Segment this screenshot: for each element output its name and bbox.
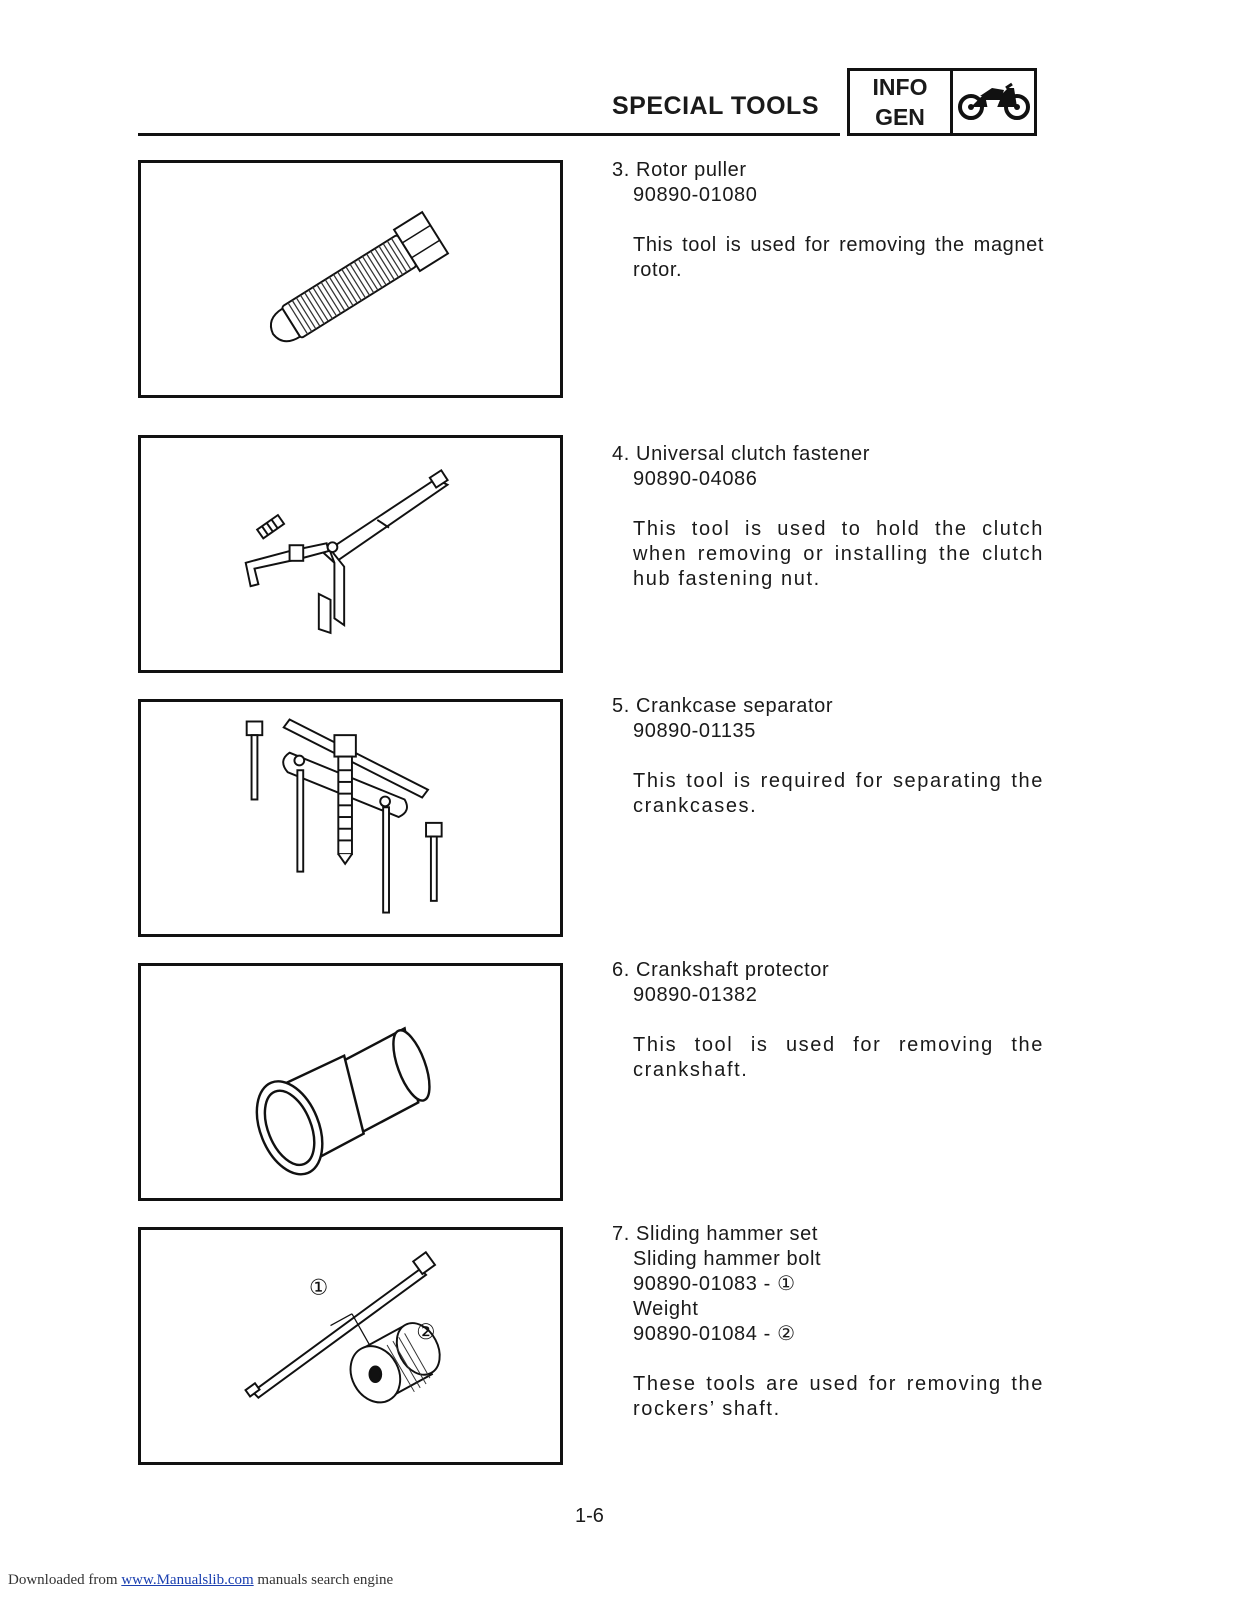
tool-sub-part-bolt: 90890-01083 - ①	[633, 1273, 796, 1295]
tool-usage-text: This tool is required for separating the crankcases.	[633, 770, 1044, 817]
tool-usage-text: This tool is used to hold the clutch when removing or installing the clutch hub fastening nut.	[633, 518, 1044, 590]
sliding-hammer-set-drawing	[141, 1230, 560, 1462]
tool-description-sliding-hammer-set	[612, 1222, 1044, 1422]
tool-illustration-crankshaft-protector	[138, 963, 563, 1201]
tool-sub-name-weight: Weight	[633, 1298, 699, 1320]
tool-heading: 6. Crankshaft protector	[612, 959, 830, 981]
tool-usage-text: This tool is used for removing the magnet rotor.	[633, 234, 1044, 281]
manualslib-link[interactable]: www.Manualslib.com	[121, 1572, 254, 1588]
badge-icon-cell	[953, 71, 1034, 133]
tool-part-number: 90890-01080	[633, 184, 758, 206]
footer-prefix: Downloaded from	[8, 1572, 118, 1588]
motorcycle-icon	[956, 82, 1032, 122]
page-number: 1-6	[575, 1505, 604, 1527]
tool-description-crankshaft-protector	[612, 958, 1044, 1083]
tool-sub-part-weight: 90890-01084 - ②	[633, 1323, 796, 1345]
tool-sub-name-bolt: Sliding hammer bolt	[633, 1248, 822, 1270]
tool-description-crankcase-separator	[612, 694, 1044, 819]
universal-clutch-fastener-drawing	[141, 438, 560, 670]
tool-illustration-universal-clutch-fastener	[138, 435, 563, 673]
callout-1: ①	[309, 1275, 329, 1301]
tool-part-number: 90890-01382	[633, 984, 758, 1006]
tool-description-universal-clutch-fastener	[612, 442, 1044, 592]
tool-part-number: 90890-04086	[633, 468, 758, 490]
header-divider	[138, 133, 840, 136]
tool-heading: 5. Crankcase separator	[612, 695, 834, 717]
tool-usage-text: These tools are used for removing the rockers’ shaft.	[633, 1373, 1044, 1420]
tool-heading: 3. Rotor puller	[612, 159, 747, 181]
callout-2: ②	[416, 1320, 436, 1346]
page-title: SPECIAL TOOLS	[612, 92, 820, 120]
download-footer	[8, 1572, 393, 1589]
footer-suffix: manuals search engine	[257, 1572, 394, 1588]
section-badge	[847, 68, 1037, 136]
tool-part-number: 90890-01135	[633, 720, 757, 742]
tool-heading: 4. Universal clutch fastener	[612, 443, 871, 465]
badge-label	[850, 71, 953, 133]
tool-usage-text: This tool is used for removing the crankshaft.	[633, 1034, 1044, 1081]
crankcase-separator-drawing	[141, 702, 560, 934]
tool-illustration-crankcase-separator	[138, 699, 563, 937]
badge-line-gen: GEN	[875, 104, 925, 130]
crankshaft-protector-drawing	[141, 966, 560, 1198]
tool-description-rotor-puller	[612, 158, 1044, 283]
tool-illustration-sliding-hammer-set	[138, 1227, 563, 1465]
tool-illustration-rotor-puller	[138, 160, 563, 398]
tool-heading: 7. Sliding hammer set	[612, 1223, 819, 1245]
badge-line-info: INFO	[872, 74, 928, 100]
rotor-puller-drawing	[141, 163, 560, 395]
